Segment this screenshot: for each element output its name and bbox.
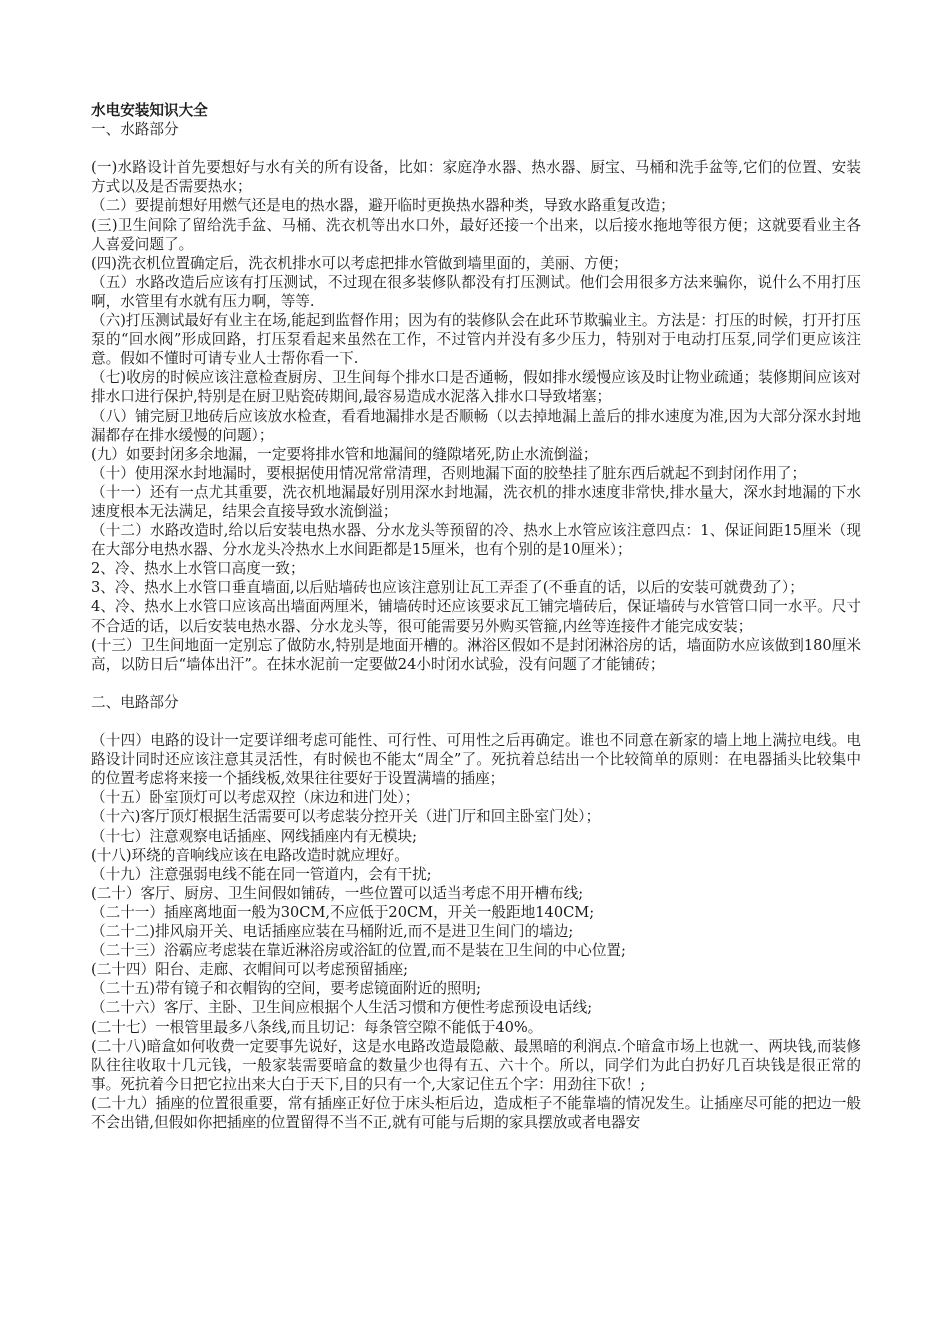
paragraph: (二十）客厅、厨房、卫生间假如铺砖，一些位置可以适当考虑不用开槽布线; xyxy=(91,884,584,902)
paragraph: （二十五)带有镜子和衣帽钩的空间，要考虑镜面附近的照明; xyxy=(91,980,482,998)
paragraph: （十六)客厅顶灯根据生活需要可以考虑装分控开关（进门厅和回主卧室门处）； xyxy=(91,808,601,826)
blank-line xyxy=(91,712,861,731)
paragraph: （十四）电路的设计一定要详细考虑可能性、可行性、可用性之后再确定。谁也不同意在新家的墙上地上满拉电线。电路设计同时还应该注意其灵活性，有时候也不能太“周全”了。死抗着总结出一个比较简单的原则：在电器插头比较集中的位置考虑将来接一个插线板,效果往往要好于设置满墙的插座； xyxy=(91,732,861,788)
paragraph: （七)收房的时候应该注意检查厨房、卫生间每个排水口是否通畅，假如排水缓慢应该及时让物业疏通；装修期间应该对排水口进行保护,特别是在厨卫贴瓷砖期间,最容易造成水泥落入排水口导致堵塞； xyxy=(91,369,861,406)
paragraph: (二十七）一根管里最多八条线,而且切记：每条管空隙不能低于40%。 xyxy=(91,1018,543,1036)
paragraph: (十八)环绕的音响线应该在电路改造时就应埋好。 xyxy=(91,846,409,864)
paragraph: (二十四）阳台、走廊、衣帽间可以考虑预留插座; xyxy=(91,961,409,979)
paragraph: （六)打压测试最好有业主在场,能起到监督作用；因为有的装修队会在此环节欺骗业主。方法是：打压的时候，打开打压泵的“回水阀”形成回路，打压泵看起来虽然在工作，不过管内并没有多少压力，特别对于电动打压泵,同学们更应该注意。假如不懂时可请专业人士帮你看一下. xyxy=(91,312,861,368)
paragraph: （十七）注意观察电话插座、网线插座内有无模块; xyxy=(91,827,417,845)
paragraph: （八）铺完厨卫地砖后应该放水检查，看看地漏排水是否顺畅（以去掉地漏上盖后的排水速度为准,因为大部分深水封地漏都存在排水缓慢的问题）； xyxy=(91,407,861,444)
paragraph: （二十六）客厅、主卧、卫生间应根据个人生活习惯和方便性考虑预设电话线; xyxy=(91,999,593,1017)
paragraph: （十二）水路改造时,给以后安装电热水器、分水龙头等预留的冷、热水上水管应该注意四点：1、保证间距15厘米（现在大部分电热水器、分水龙头冷热水上水间距都是15厘米，也有个别的是10厘米）； xyxy=(91,522,861,559)
paragraph: (十三）卫生间地面一定别忘了做防水,特别是地面开槽的。淋浴区假如不是封闭淋浴房的话，墙面防水应该做到180厘米高，以防日后“墙体出汗”。在抹水泥前一定要做24小时闭水试验，没有问题了才能铺砖； xyxy=(91,636,861,673)
section-heading-electric: 二、电路部分 xyxy=(91,693,179,711)
paragraph: （十）使用深水封地漏时，要根据使用情况常常清理，否则地漏下面的胶垫挂了脏东西后就起不到封闭作用了； xyxy=(91,464,807,482)
paragraph: （五）水路改造后应该有打压测试，不过现在很多装修队都没有打压测试。他们会用很多方法来骗你，说什么不用打压啊，水管里有水就有压力啊，等等. xyxy=(91,273,861,310)
paragraph: (九）如要封闭多余地漏，一定要将排水管和地漏间的缝隙堵死,防止水流倒溢； xyxy=(91,445,598,463)
paragraph: （二十三）浴霸应考虑装在靠近淋浴房或浴缸的位置,而不是装在卫生间的中心位置; xyxy=(91,942,626,960)
paragraph: (三)卫生间除了留给洗手盆、马桶、洗衣机等出水口外，最好还接一个出来，以后接水拖地等很方便；这就要看业主各人喜爱问题了。 xyxy=(91,216,861,253)
paragraph: 3、冷、热水上水管口垂直墙面,以后贴墙砖也应该注意别让瓦工弄歪了(不垂直的话，以后的安装可就费劲了）； xyxy=(91,579,804,597)
paragraph: （十一）还有一点尤其重要，洗衣机地漏最好別用深水封地漏，洗衣机的排水速度非常快,排水量大，深水封地漏的下水速度根本无法满足，结果会直接导致水流倒溢； xyxy=(91,483,861,520)
paragraph: （二）要提前想好用燃气还是电的热水器，避开临时更换热水器种类，导致水路重复改造； xyxy=(91,197,675,215)
paragraph: (二十八)暗盒如何收费一定要事先说好，这是水电路改造最隐蔽、最黑暗的利润点.个暗盒市场上也就一、两块钱,而装修队往往收取十几元钱，一般家装需要暗盒的数量少也得有五、六十个。所以，同学们为此白扔好几百块钱是很正常的事。死抗着今日把它拉出来大白于天下,目的只有一个,大家记住五个字：用劲往下砍！; xyxy=(91,1037,861,1093)
blank-line xyxy=(91,139,861,158)
paragraph: （二十一）插座离地面一般为30CM,不应低于20CM，开关一般距地140CM; xyxy=(91,903,595,921)
paragraph: （十五）卧室顶灯可以考虑双控（床边和进门处）； xyxy=(91,789,420,807)
paragraph: 2、冷、热水上水管口高度一致； xyxy=(91,560,305,578)
document-page xyxy=(91,101,861,1132)
paragraph: （十九）注意强弱电线不能在同一管道内，会有干扰; xyxy=(91,865,432,883)
section-heading-water: 一、水路部分 xyxy=(91,121,179,139)
document-title: 水电安装知识大全 xyxy=(91,102,208,119)
paragraph: 4、冷、热水上水管口应该高出墙面两厘米，铺墙砖时还应该要求瓦工铺完墙砖后，保证墙砖与水管管口同一水平。尺寸不合适的话，以后安装电热水器、分水龙头等，很可能需要另外购买管箍,内丝等连接件才能完成安装； xyxy=(91,598,861,635)
paragraph: （二十二)排风扇开关、电话插座应装在马桶附近,而不是进卫生间门的墙边; xyxy=(91,923,574,941)
paragraph: (二十九）插座的位置很重要，常有插座正好位于床头柜后边，造成柜子不能靠墙的情况发生。让插座尽可能的把边一般不会出错,但假如你把插座的位置留得不当不正,就有可能与后期的家具摆放或者电器安 xyxy=(91,1094,861,1131)
paragraph: (一)水路设计首先要想好与水有关的所有设备，比如：家庭净水器、热水器、厨宝、马桶和洗手盆等,它们的位置、安装方式以及是否需要热水； xyxy=(91,159,861,196)
blank-line xyxy=(91,674,861,693)
paragraph: (四)洗衣机位置确定后，洗衣机排水可以考虑把排水管做到墙里面的，美丽、方便； xyxy=(91,254,628,272)
